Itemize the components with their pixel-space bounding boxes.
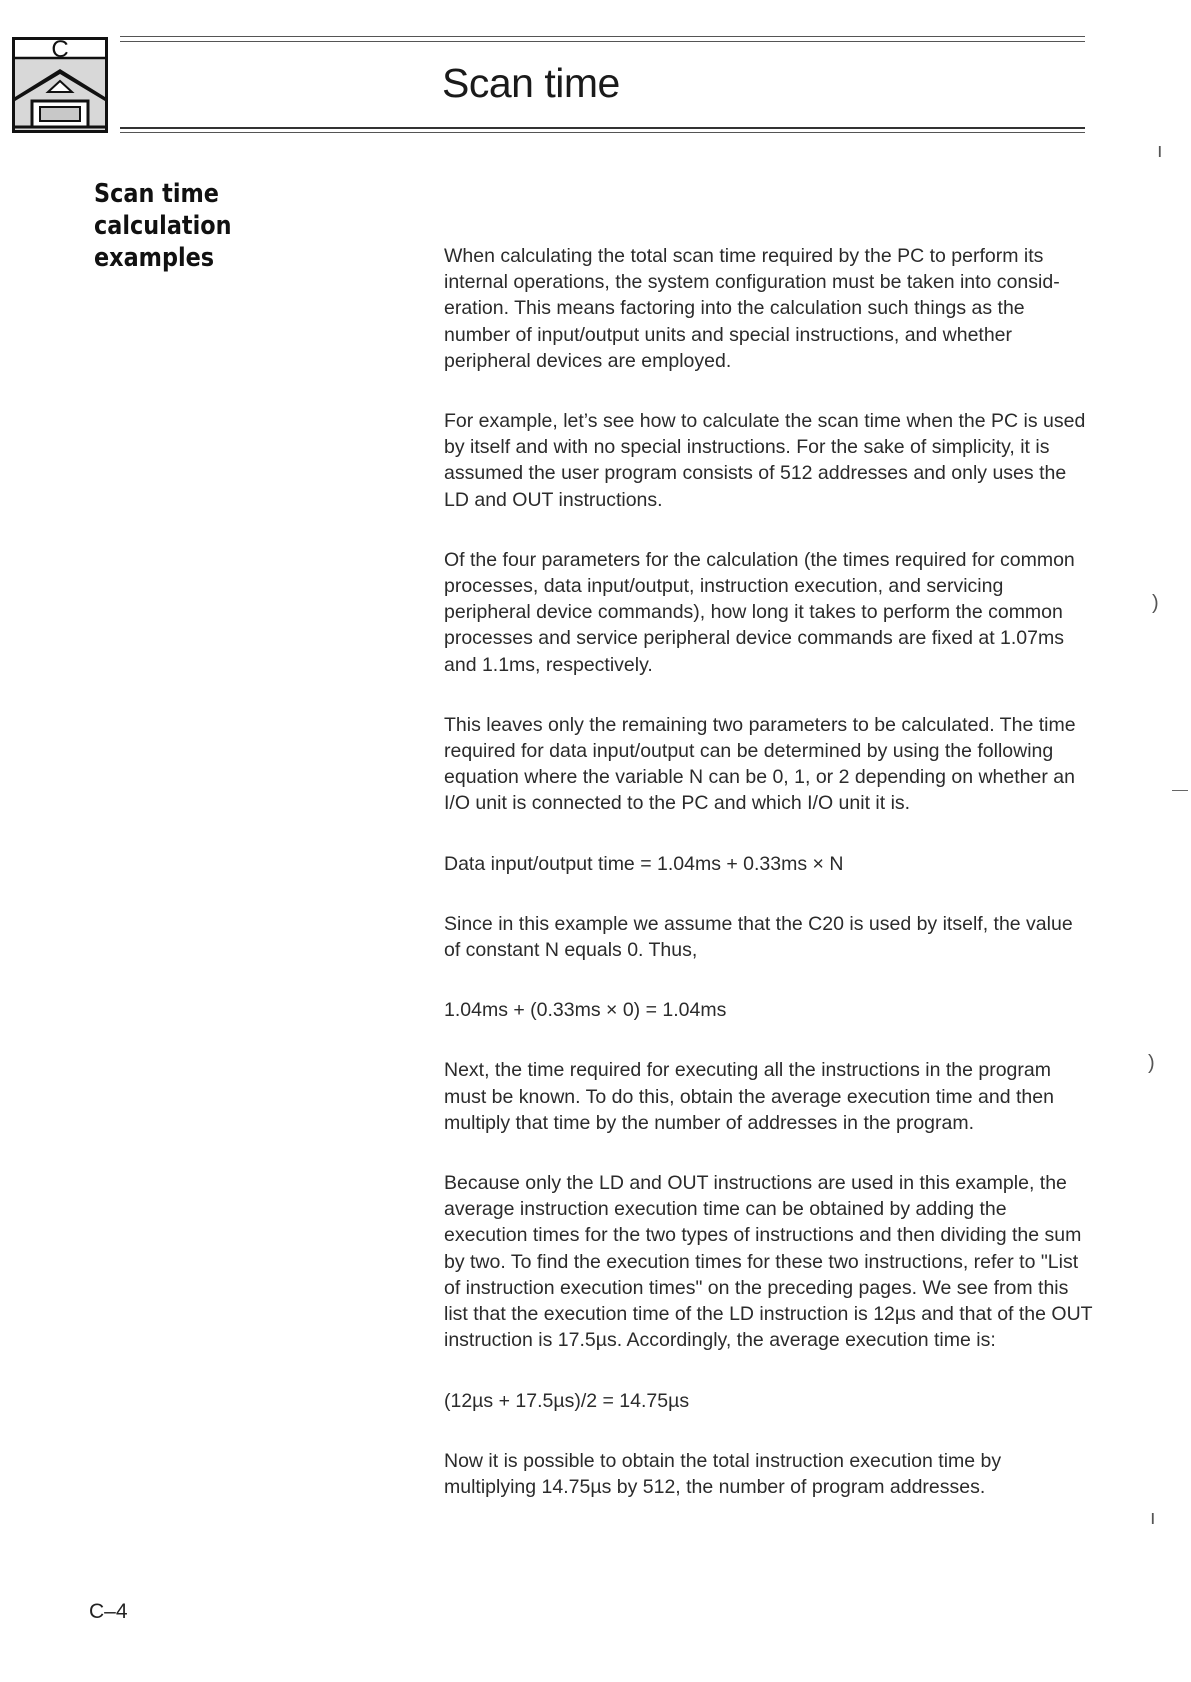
paragraph: This leaves only the remaining two parameters to be calculated. The time required for data input/output can be determined by using the following equation where the variable N can be 0, 1, or 2 depending on whether an I/O unit is connected to the PC and which I/O unit it is.: [444, 713, 1076, 815]
margin-mark: ): [1148, 1052, 1155, 1074]
logo-icon: [12, 37, 108, 133]
equation: 1.04ms + (0.33ms × 0) = 1.04ms: [444, 999, 727, 1022]
paragraph: Of the four parameters for the calculation (the times required for common processes, data input/output, instruction execution, and servicing peripheral device commands), how long it takes to perform the common processes and service peripheral device commands are fixed at 1.07ms and 1.1ms, respectively.: [444, 548, 1075, 676]
margin-mark: ): [1152, 592, 1159, 614]
equation: Data input/output time = 1.04ms + 0.33ms × N: [444, 852, 844, 875]
section-heading: Scan time calculation examples: [94, 179, 232, 273]
paragraph: Now it is possible to obtain the total instruction execution time by multiplying 14.75µs by 512, the number of program addresses.: [444, 1449, 1002, 1498]
page-title: Scan time: [442, 60, 620, 106]
paragraph: Because only the LD and OUT instructions are used in this example, the average instruction execution time can be obtained by adding the execution times for the two types of instructions and then dividing the sum by two. To find the execution times for these two instructions, refer to "List of instruction execution times" on the preceding pages. We see from this list that the execution time of the LD instruction is 12µs and that of the OUT instruction is 17.5µs. Accordingly, the average execution time is:: [444, 1172, 1093, 1352]
header-rule-top-2: [120, 41, 1085, 42]
header-rule-bottom: [120, 127, 1085, 129]
body-text: [444, 243, 1094, 1534]
margin-mark: ı: [1150, 1507, 1156, 1529]
paragraph: When calculating the total scan time required by the PC to perform its internal operations, the system configuration must be taken into consideration. This means factoring into the calculation such things as the number of input/output units and special instructions, and whether peripheral devices are employed.: [444, 245, 1060, 372]
logo-letter: C: [51, 37, 69, 63]
margin-mark: [1172, 790, 1188, 791]
paragraph: Since in this example we assume that the C20 is used by itself, the value of constant N equals 0. Thus,: [444, 912, 1073, 962]
paragraph: Next, the time required for executing all the instructions in the program must be known. To do this, obtain the average execution time and then multiply that time by the number of addresses in the program.: [444, 1059, 1054, 1134]
margin-mark: ı: [1157, 140, 1163, 162]
header-rule-bottom-2: [120, 132, 1085, 133]
header-rule-top: [120, 36, 1085, 37]
page-number: C–4: [89, 1600, 128, 1623]
paragraph: For example, let’s see how to calculate the scan time when the PC is used by itself and with no special instructions. For the sake of simplicity, it is assumed the user program consists of 512 addresses and only uses the LD and OUT instructions.: [444, 410, 1086, 511]
equation: (12µs + 17.5µs)/2 = 14.75µs: [444, 1389, 690, 1412]
